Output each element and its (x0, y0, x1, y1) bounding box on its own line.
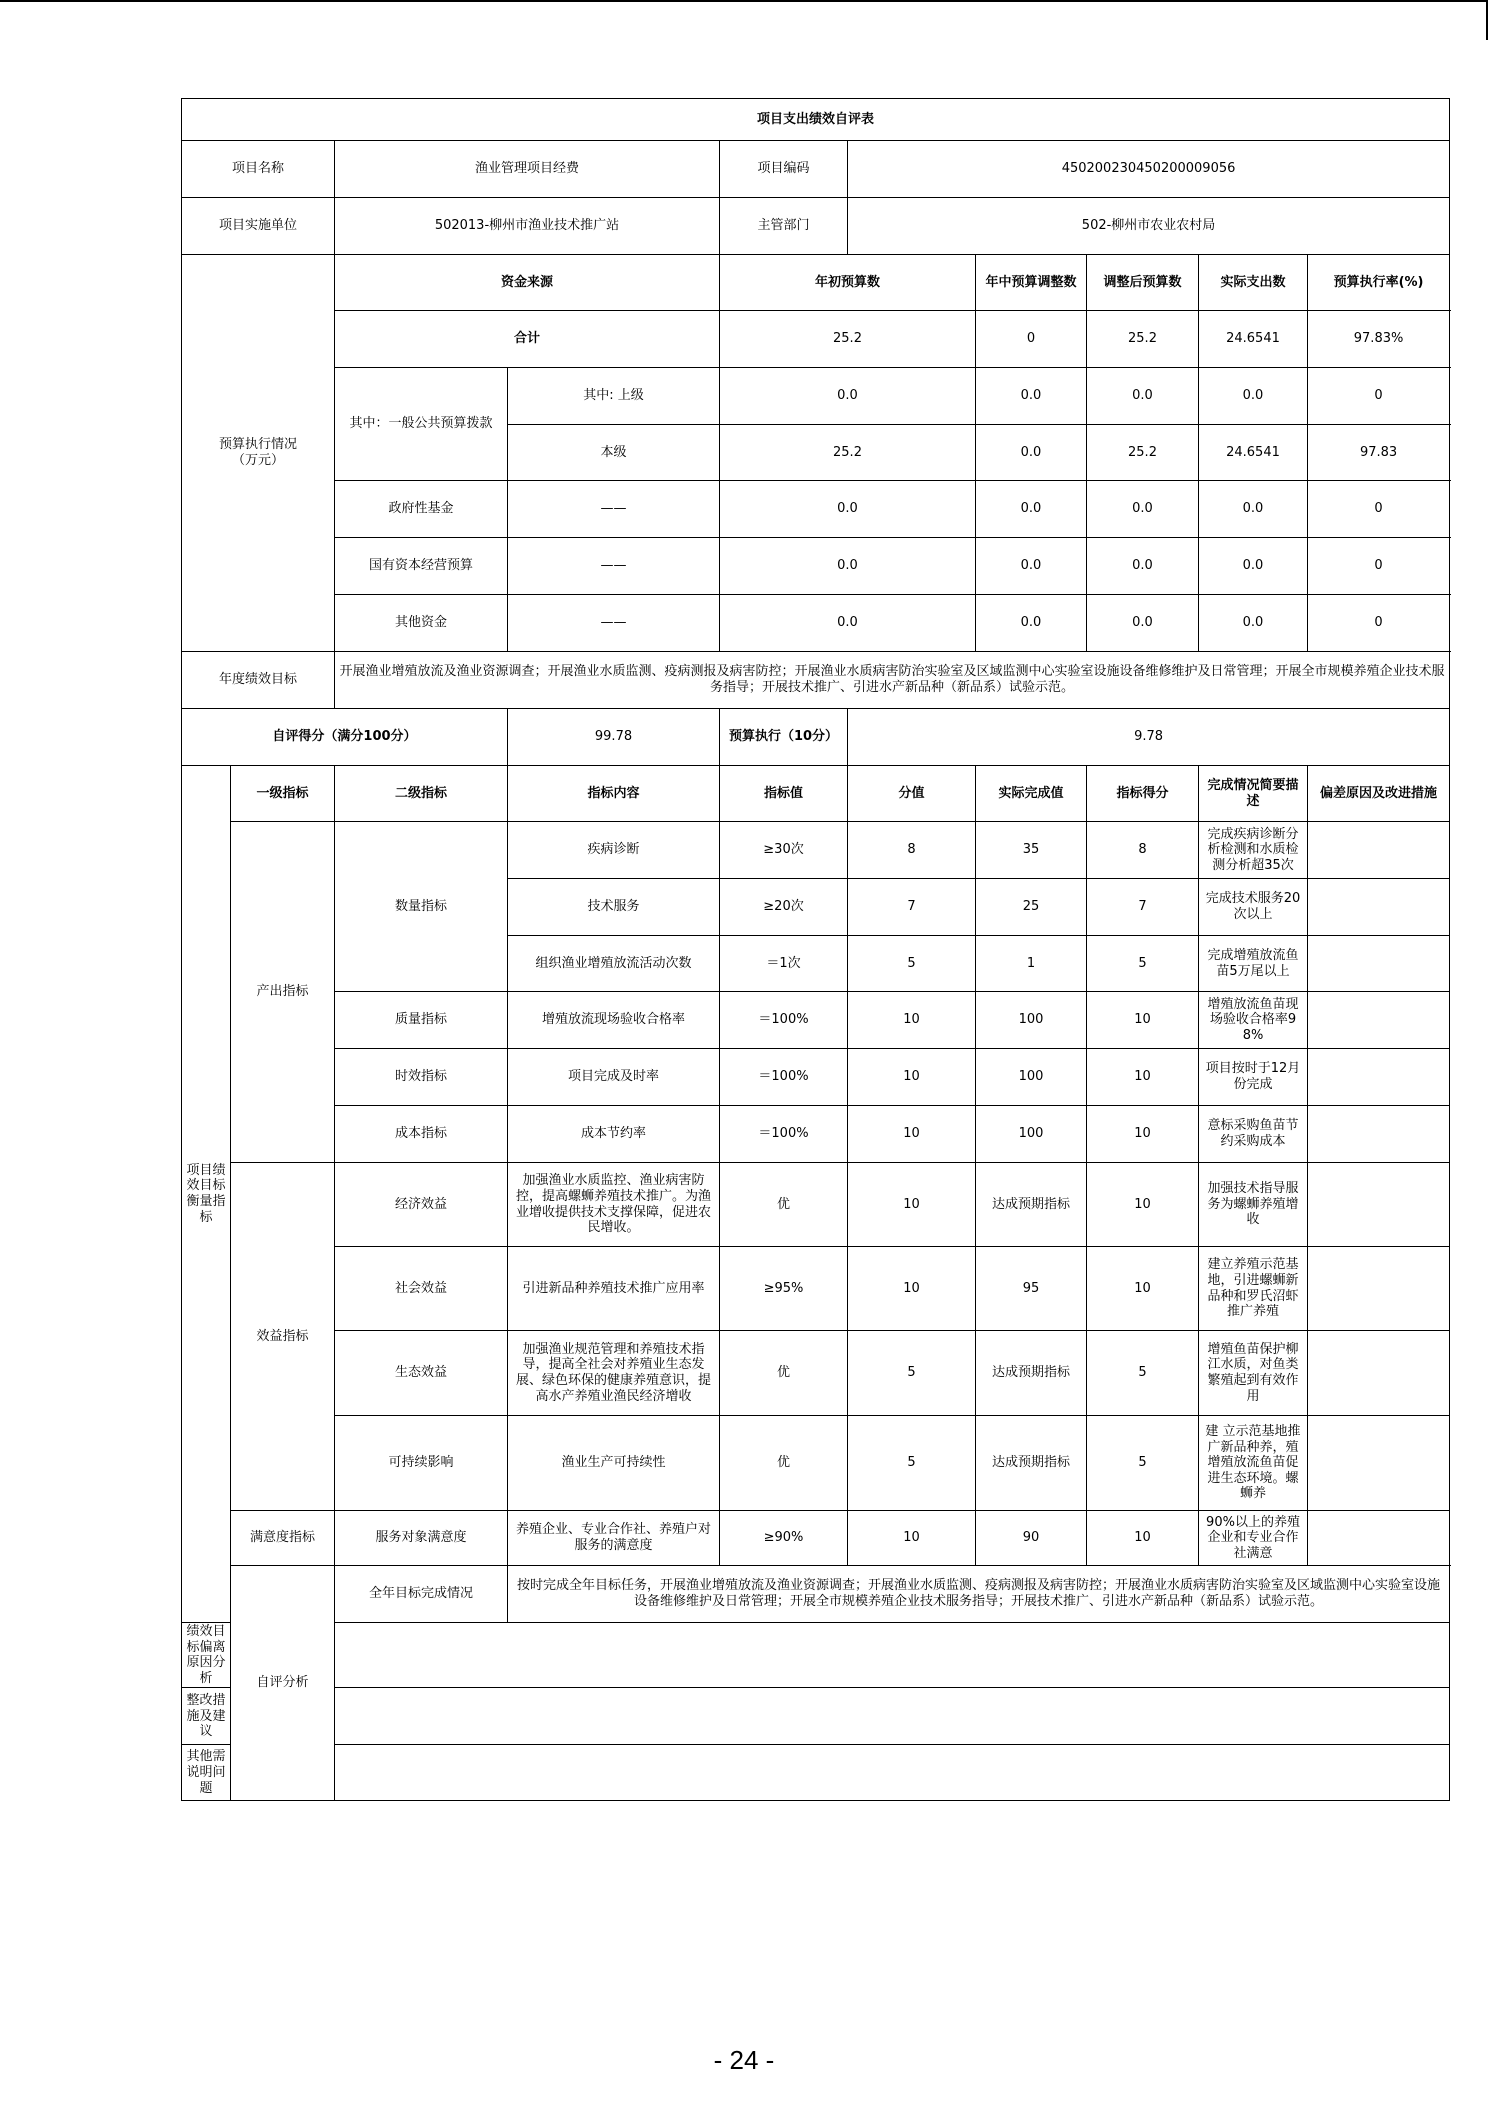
indicator-target: 优 (720, 1163, 848, 1247)
indicator-actual: 达成预期指标 (976, 1331, 1087, 1416)
budget-header-source: 资金来源 (335, 255, 720, 311)
indicator-score: 10 (1087, 1106, 1199, 1163)
indicator-desc: 建立养殖示范基地，引进螺蛳新品种和罗氏沼虾推广养殖 (1199, 1247, 1308, 1331)
budget-statecap-rate: 0 (1308, 538, 1450, 595)
indicator-desc: 完成增殖放流鱼苗5万尾以上 (1199, 936, 1308, 992)
indicator-score: 5 (1087, 936, 1199, 992)
form-title: 项目支出绩效自评表 (182, 99, 1450, 141)
budget-other-initial: 0.0 (720, 595, 976, 652)
indicator-content: 渔业生产可持续性 (508, 1416, 720, 1511)
indicator-weight: 10 (848, 1511, 976, 1566)
indicator-target: ≥90% (720, 1511, 848, 1566)
budget-exec-score-value: 9.78 (848, 709, 1450, 766)
budget-total-rate: 97.83% (1308, 311, 1450, 368)
indicator-content: 加强渔业规范管理和养殖技术指导，提高全社会对养殖业生态发展、绿色环保的健康养殖意识，提高水产养殖业渔民经济增收 (508, 1331, 720, 1416)
budget-statecap-adjusted: 0.0 (1087, 538, 1199, 595)
indicator-content: 组织渔业增殖放流活动次数 (508, 936, 720, 992)
level2-quality: 质量指标 (335, 992, 508, 1049)
budget-local-adjust: 0.0 (976, 425, 1087, 481)
ind-header-desc: 完成情况简要描述 (1199, 766, 1308, 822)
impl-unit-label: 项目实施单位 (182, 198, 335, 255)
indicator-desc: 项目按时于12月份完成 (1199, 1049, 1308, 1106)
deviation-label: 绩效目标偏离原因分析 (182, 1623, 231, 1688)
budget-local-label: 本级 (508, 425, 720, 481)
level2-economic: 经济效益 (335, 1163, 508, 1247)
budget-govfund-initial: 0.0 (720, 481, 976, 538)
budget-other-label: 其他资金 (335, 595, 508, 652)
budget-upper-initial: 0.0 (720, 368, 976, 425)
indicator-actual: 达成预期指标 (976, 1416, 1087, 1511)
budget-govfund-label: 政府性基金 (335, 481, 508, 538)
budget-header-rate: 预算执行率(%) (1308, 255, 1450, 311)
indicator-content: 加强渔业水质监控、渔业病害防控，提高螺蛳养殖技术推广。为渔业增收提供技术支撑保障，促进农民增收。 (508, 1163, 720, 1247)
indicator-content: 疾病诊断 (508, 822, 720, 879)
indicator-target: 优 (720, 1416, 848, 1511)
indicator-deviation (1308, 879, 1450, 936)
budget-total-adjust: 0 (976, 311, 1087, 368)
level2-cost: 成本指标 (335, 1106, 508, 1163)
budget-statecap-label: 国有资本经营预算 (335, 538, 508, 595)
indicator-weight: 5 (848, 1331, 976, 1416)
budget-upper-actual: 0.0 (1199, 368, 1308, 425)
budget-local-adjusted: 25.2 (1087, 425, 1199, 481)
indicator-actual: 35 (976, 822, 1087, 879)
ind-header-actual: 实际完成值 (976, 766, 1087, 822)
indicator-target: ＝100% (720, 1106, 848, 1163)
page-number: - 24 - (713, 2045, 775, 2075)
budget-govfund-adjusted: 0.0 (1087, 481, 1199, 538)
self-score-value: 99.78 (508, 709, 720, 766)
indicator-content: 成本节约率 (508, 1106, 720, 1163)
deviation-text (335, 1623, 1450, 1688)
indicator-deviation (1308, 1511, 1450, 1566)
budget-upper-adjust: 0.0 (976, 368, 1087, 425)
project-code-label: 项目编码 (720, 141, 848, 198)
ind-header-content: 指标内容 (508, 766, 720, 822)
project-name-value: 渔业管理项目经费 (335, 141, 720, 198)
budget-header-initial: 年初预算数 (720, 255, 976, 311)
budget-total-label: 合计 (335, 311, 720, 368)
budget-local-actual: 24.6541 (1199, 425, 1308, 481)
indicator-actual: 达成预期指标 (976, 1163, 1087, 1247)
indicator-actual: 100 (976, 992, 1087, 1049)
other-text (335, 1745, 1450, 1801)
indicator-desc: 增殖放流鱼苗现场验收合格率98% (1199, 992, 1308, 1049)
indicator-actual: 25 (976, 879, 1087, 936)
budget-other-adjust: 0.0 (976, 595, 1087, 652)
self-analysis-label: 自评分析 (231, 1566, 335, 1801)
indicator-score: 7 (1087, 879, 1199, 936)
indicator-desc: 90%以上的养殖企业和专业合作社满意 (1199, 1511, 1308, 1566)
indicator-actual: 100 (976, 1049, 1087, 1106)
indicator-actual: 1 (976, 936, 1087, 992)
ind-header-deviation: 偏差原因及改进措施 (1308, 766, 1450, 822)
budget-statecap-initial: 0.0 (720, 538, 976, 595)
ind-header-target: 指标值 (720, 766, 848, 822)
indicator-desc: 建 立示范基地推广新品种养，殖增殖放流鱼苗促进生态环境。螺蛳养 (1199, 1416, 1308, 1511)
indicator-deviation (1308, 1106, 1450, 1163)
indicator-target: 优 (720, 1331, 848, 1416)
budget-govfund-adjust: 0.0 (976, 481, 1087, 538)
budget-statecap-adjust: 0.0 (976, 538, 1087, 595)
budget-header-adjusted: 调整后预算数 (1087, 255, 1199, 311)
budget-upper-rate: 0 (1308, 368, 1450, 425)
budget-govfund-actual: 0.0 (1199, 481, 1308, 538)
page-top-border (0, 0, 1488, 2)
annual-target-text: 开展渔业增殖放流及渔业资源调查；开展渔业水质监测、疫病测报及病害防控；开展渔业水质病害防治实验室及区域监测中心实验室设施设备维修维护及日常管理；开展全市规模养殖企业技术服务指导；开展技术推广、引进水产新品种（新品系）试验示范。 (335, 652, 1450, 709)
indicator-score: 10 (1087, 1049, 1199, 1106)
ind-header-weight: 分值 (848, 766, 976, 822)
impl-unit-value: 502013-柳州市渔业技术推广站 (335, 198, 720, 255)
completion-label: 全年目标完成情况 (335, 1566, 508, 1623)
level2-sustain: 可持续影响 (335, 1416, 508, 1511)
indicator-score: 10 (1087, 1163, 1199, 1247)
level2-quantity: 数量指标 (335, 822, 508, 992)
indicator-score: 5 (1087, 1331, 1199, 1416)
dept-label: 主管部门 (720, 198, 848, 255)
indicator-deviation (1308, 936, 1450, 992)
dept-value: 502-柳州市农业农村局 (848, 198, 1450, 255)
budget-local-initial: 25.2 (720, 425, 976, 481)
level2-ecological: 生态效益 (335, 1331, 508, 1416)
indicator-score: 10 (1087, 992, 1199, 1049)
indicator-weight: 10 (848, 1163, 976, 1247)
indicator-content: 引进新品种养殖技术推广应用率 (508, 1247, 720, 1331)
indicator-weight: 10 (848, 1247, 976, 1331)
indicator-weight: 10 (848, 992, 976, 1049)
self-score-label: 自评得分（满分100分） (182, 709, 508, 766)
indicator-content: 增殖放流现场验收合格率 (508, 992, 720, 1049)
budget-other-adjusted: 0.0 (1087, 595, 1199, 652)
budget-total-adjusted: 25.2 (1087, 311, 1199, 368)
indicator-target: ≥95% (720, 1247, 848, 1331)
indicator-weight: 8 (848, 822, 976, 879)
budget-exec-label: 预算执行情况 （万元） (182, 255, 335, 652)
budget-other-dash: —— (508, 595, 720, 652)
indicator-desc: 完成技术服务20次以上 (1199, 879, 1308, 936)
level1-benefit: 效益指标 (231, 1163, 335, 1511)
rectify-label: 整改措施及建议 (182, 1688, 231, 1745)
indicator-deviation (1308, 1247, 1450, 1331)
budget-statecap-actual: 0.0 (1199, 538, 1308, 595)
indicator-deviation (1308, 1163, 1450, 1247)
ind-header-score: 指标得分 (1087, 766, 1199, 822)
indicator-actual: 95 (976, 1247, 1087, 1331)
budget-upper-label: 其中: 上级 (508, 368, 720, 425)
other-label: 其他需说明问题 (182, 1745, 231, 1801)
indicator-score: 8 (1087, 822, 1199, 879)
budget-header-adjust: 年中预算调整数 (976, 255, 1087, 311)
budget-other-rate: 0 (1308, 595, 1450, 652)
indicator-target: ≥30次 (720, 822, 848, 879)
indicator-deviation (1308, 1331, 1450, 1416)
indicator-score: 5 (1087, 1416, 1199, 1511)
budget-govfund-rate: 0 (1308, 481, 1450, 538)
indicator-score: 10 (1087, 1247, 1199, 1331)
indicator-weight: 10 (848, 1049, 976, 1106)
budget-statecap-dash: —— (508, 538, 720, 595)
indicator-actual: 90 (976, 1511, 1087, 1566)
indicator-target: ＝100% (720, 1049, 848, 1106)
indicator-deviation (1308, 822, 1450, 879)
level2-social: 社会效益 (335, 1247, 508, 1331)
level1-output: 产出指标 (231, 822, 335, 1163)
indicator-weight: 10 (848, 1106, 976, 1163)
indicator-desc: 意标采购鱼苗节约采购成本 (1199, 1106, 1308, 1163)
indicator-deviation (1308, 1049, 1450, 1106)
budget-general-label: 其中：一般公共预算拨款 (335, 368, 508, 481)
indicator-content: 技术服务 (508, 879, 720, 936)
budget-header-actual: 实际支出数 (1199, 255, 1308, 311)
budget-total-initial: 25.2 (720, 311, 976, 368)
ind-header-level1: 一级指标 (231, 766, 335, 822)
performance-self-evaluation-form (181, 98, 1450, 1801)
indicator-target: ＝100% (720, 992, 848, 1049)
indicator-weight: 7 (848, 879, 976, 936)
rectify-text (335, 1688, 1450, 1745)
indicator-content: 项目完成及时率 (508, 1049, 720, 1106)
indicator-desc: 完成疾病诊断分析检测和水质检测分析超35次 (1199, 822, 1308, 879)
budget-govfund-dash: —— (508, 481, 720, 538)
indicator-desc: 加强技术指导服务为螺蛳养殖增收 (1199, 1163, 1308, 1247)
indicator-score: 10 (1087, 1511, 1199, 1566)
budget-exec-score-label: 预算执行（10分） (720, 709, 848, 766)
level1-satisfaction: 满意度指标 (231, 1511, 335, 1566)
indicator-content: 养殖企业、专业合作社、养殖户对服务的满意度 (508, 1511, 720, 1566)
annual-target-label: 年度绩效目标 (182, 652, 335, 709)
level2-service: 服务对象满意度 (335, 1511, 508, 1566)
indicator-target: ＝1次 (720, 936, 848, 992)
budget-upper-adjusted: 0.0 (1087, 368, 1199, 425)
project-name-label: 项目名称 (182, 141, 335, 198)
indicator-deviation (1308, 1416, 1450, 1511)
ind-header-level2: 二级指标 (335, 766, 508, 822)
indicator-target: ≥20次 (720, 879, 848, 936)
indicator-desc: 增殖鱼苗保护柳江水质，对鱼类繁殖起到有效作用 (1199, 1331, 1308, 1416)
indicator-actual: 100 (976, 1106, 1087, 1163)
indicator-weight: 5 (848, 1416, 976, 1511)
budget-other-actual: 0.0 (1199, 595, 1308, 652)
budget-total-actual: 24.6541 (1199, 311, 1308, 368)
indicator-deviation (1308, 992, 1450, 1049)
completion-text: 按时完成全年目标任务，开展渔业增殖放流及渔业资源调查；开展渔业水质监测、疫病测报及病害防控；开展渔业水质病害防治实验室及区域监测中心实验室设施设备维修维护及日常管理；开展全市规模养殖企业技术服务指导；开展技术推广、引进水产新品种（新品系）试验示范。 (508, 1566, 1450, 1623)
level2-timeliness: 时效指标 (335, 1049, 508, 1106)
perf-indicator-label: 项目绩效目标衡量指标 (182, 766, 231, 1623)
budget-local-rate: 97.83 (1308, 425, 1450, 481)
project-code-value: 450200230450200009056 (848, 141, 1450, 198)
indicator-weight: 5 (848, 936, 976, 992)
